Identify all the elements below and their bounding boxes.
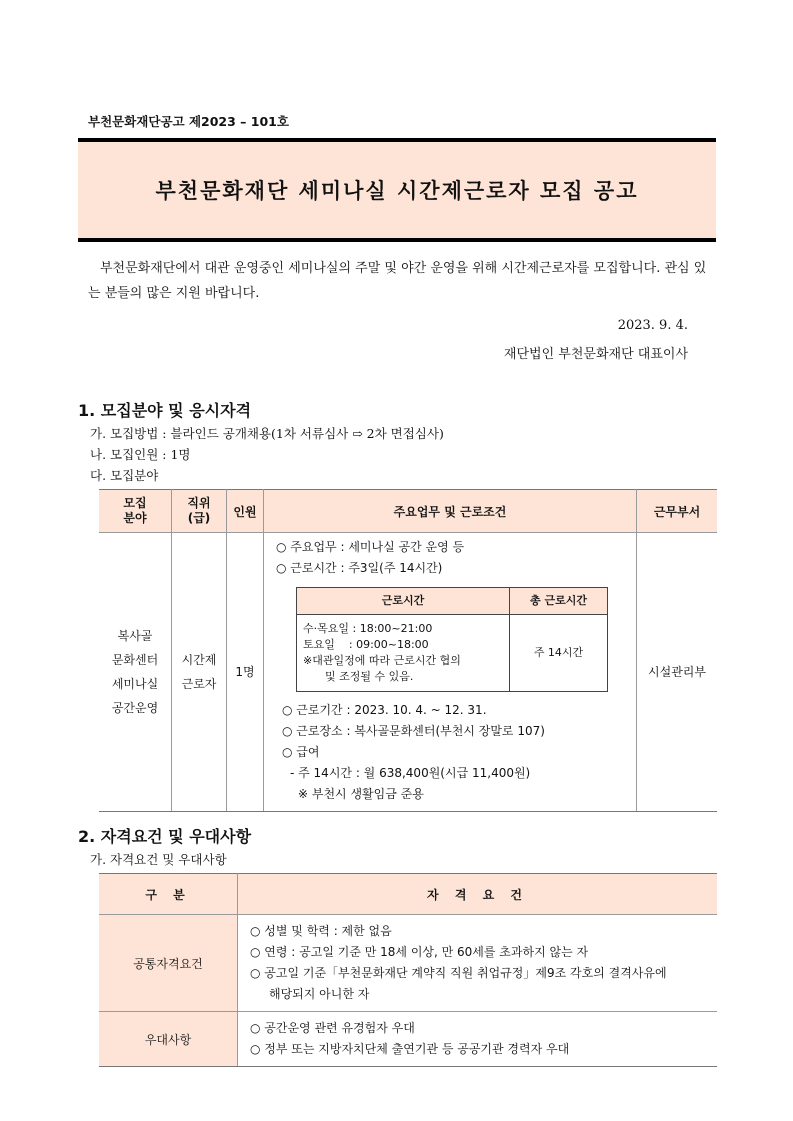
hours-header: 근로시간 [297,588,510,615]
duty-line: ○ 근로기간 : 2023. 10. 4. ~ 12. 31. [282,703,487,717]
requirements-item: 가. 자격요건 및 우대사항 [90,852,227,867]
notice-date: 2023. 9. 4. [617,318,688,333]
header-department: 근무부서 [637,490,718,533]
notice-number: 부천문화재단공고 제2023 – 101호 [88,114,289,129]
header-position [172,490,227,533]
position-line: 시간제 [181,653,217,667]
preference-requirements [238,1012,718,1067]
cell-headcount: 1명 [227,533,264,812]
page-title: 부천문화재단 세미나실 시간제근로자 모집 공고 [155,179,639,203]
table-row [99,533,717,812]
hours-line: 수·목요일 : 18:00~21:00 [303,622,433,635]
requirement-line: ○ 연령 : 공고일 기준 만 18세 이상, 만 60세를 초과하지 않는 자 [250,945,589,959]
header-category: 구 분 [99,874,238,915]
duty-line: ※ 부천시 생활임금 준용 [298,787,424,801]
header-position-line2: (급) [187,511,211,525]
recruit-field: 다. 모집분야 [90,468,159,483]
preference-line: ○ 공간운영 관련 유경험자 우대 [250,1021,415,1035]
preference-line: ○ 정부 또는 지방자치단체 출연기관 등 공공기관 경력자 우대 [250,1042,570,1056]
signer: 재단법인 부천문화재단 대표이사 [503,347,688,362]
duty-line: - 주 14시간 : 월 638,400원(시급 11,400원) [290,766,531,780]
common-label: 공통자격요건 [99,915,238,1012]
header-field-line1: 모집 [123,496,147,510]
field-line: 문화센터 [111,653,159,667]
header-requirements: 자 격 요 건 [238,874,718,915]
header-headcount: 인원 [227,490,264,533]
intro-paragraph: 부천문화재단에서 대관 운영중인 세미나실의 주말 및 야간 운영을 위해 시간제근로자를 모집합니다. 관심 있는 분들의 많은 지원 바랍니다. [88,261,707,301]
duty-line: ○ 근로시간 : 주3일(주 14시간) [276,561,443,575]
hours-cell [297,615,510,692]
duty-line: ○ 근로장소 : 복사골문화센터(부천시 장말로 107) [282,724,545,738]
recruit-method: 가. 모집방법 : 블라인드 공개채용(1차 서류심사 ⇨ 2차 면접심사) [90,426,444,441]
hours-line: ※대관일정에 따라 근로시간 협의 [303,654,461,667]
total-hours-header: 총 근로시간 [510,588,608,615]
requirements-table [99,873,717,1067]
header-position-line1: 직위 [187,496,211,510]
cell-duties [264,533,637,812]
section1-title: 1. 모집분야 및 응시자격 [78,401,252,420]
requirement-line: ○ 공고일 기준「부천문화재단 계약직 직원 취업규정」제9조 각호의 결격사유에 [250,966,667,980]
field-line: 공간운영 [111,701,159,715]
duty-line: ○ 주요업무 : 세미나실 공간 운영 등 [276,540,465,554]
hours-line: 및 조정될 수 있음. [325,670,414,683]
preference-label: 우대사항 [99,1012,238,1067]
table-row [99,1012,717,1067]
recruitment-table [99,489,717,812]
hours-line: 토요일 : 09:00~18:00 [303,638,429,651]
table-row [99,915,717,1012]
cell-field [99,533,172,812]
section2-title: 2. 자격요건 및 우대사항 [78,827,252,846]
duty-line: ○ 급여 [282,745,320,759]
field-line: 복사골 [117,629,153,643]
requirement-line: 해당되지 아니한 자 [269,987,370,1001]
requirement-line: ○ 성별 및 학력 : 제한 없음 [250,924,392,938]
common-requirements [238,915,718,1012]
position-line: 근로자 [181,677,217,691]
recruit-count: 나. 모집인원 : 1명 [90,447,191,462]
total-hours-cell: 주 14시간 [510,615,608,692]
header-duties: 주요업무 및 근로조건 [264,490,637,533]
cell-department: 시설관리부 [637,533,718,812]
title-banner [78,138,716,242]
header-field-line2: 분야 [123,511,147,525]
hours-table [296,587,608,692]
field-line: 세미나실 [111,677,159,691]
header-field [99,490,172,533]
cell-position [172,533,227,812]
